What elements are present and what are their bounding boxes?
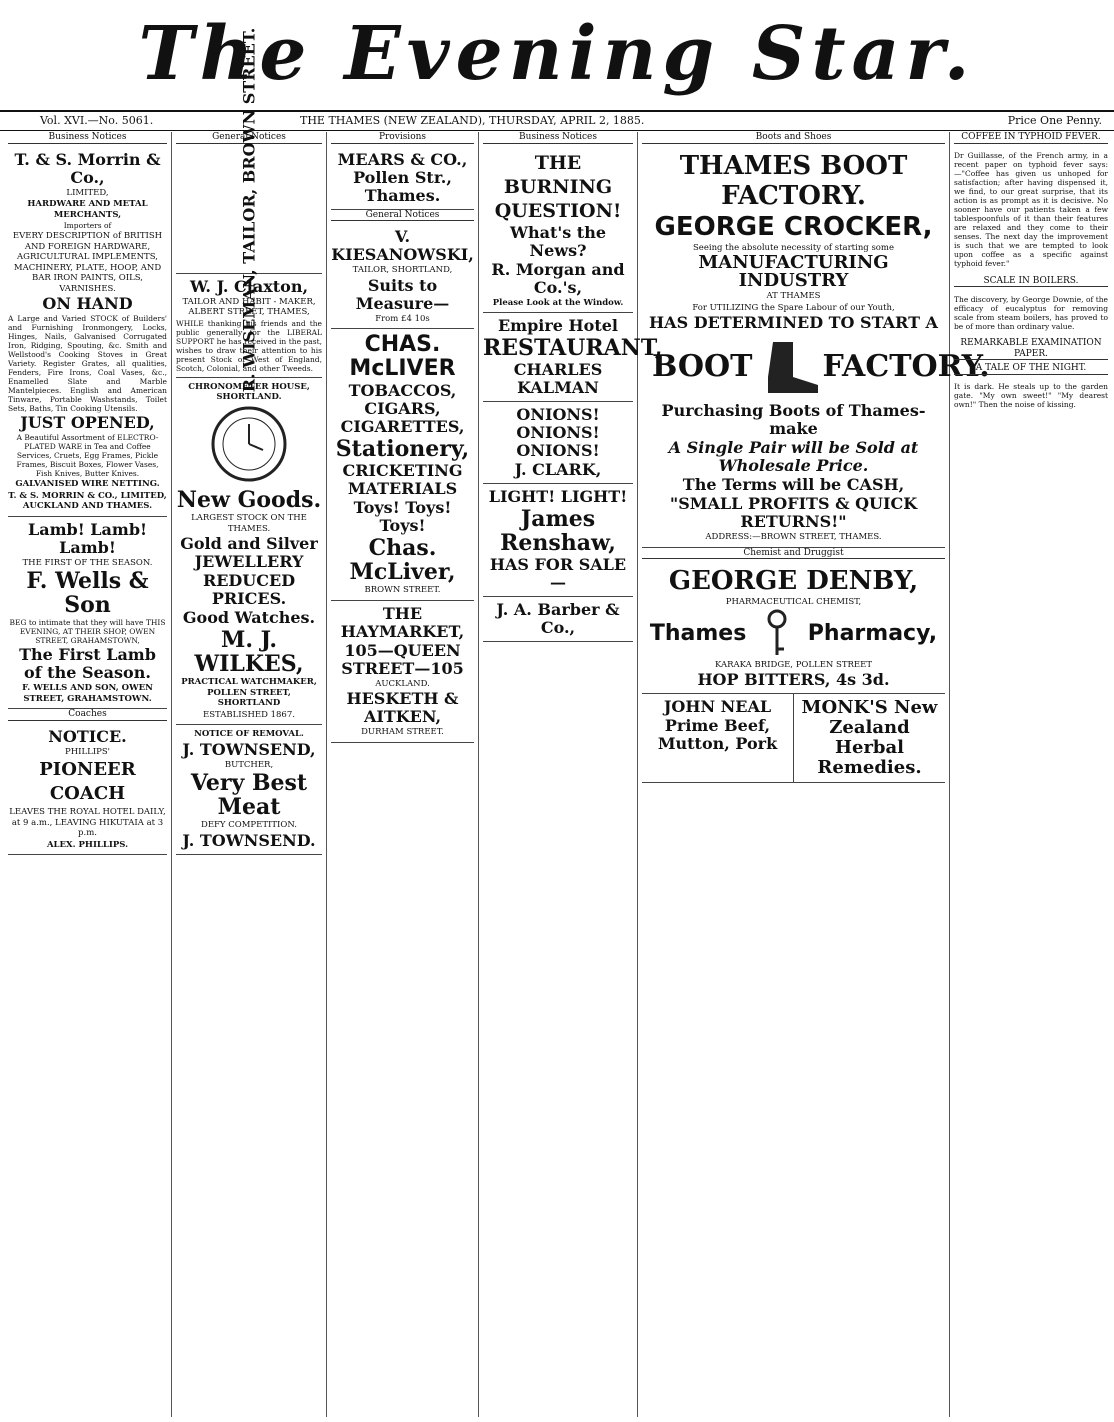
masthead	[0, 0, 1114, 110]
boot-icon	[753, 337, 823, 397]
column-5	[638, 132, 990, 1417]
ad-text: A Large and Varied STOCK of Builders' and Furnishing Ironmongery, Locks, Hinges, Nails, Galvanised Corrugated Iron, Ridging, Spouting, &c. Smith and Wellstood's Cooking Stoves in Great Variety. Register Grates, all qualities, Fenders, Fire Irons, Coal Vases, &c., Enamelled Slate and Marble Mantelpieces. English and American Tinware, Portable Washstands, Toilet Sets, Baths, Tin Cooking Utensils.	[8, 314, 167, 413]
chronometer-ad	[176, 378, 322, 726]
ad-heading: CRICKETING MATERIALS	[342, 461, 463, 498]
ad-heading: Very Best Meat	[190, 770, 308, 820]
ad-text: Seeing the absolute necessity of starting some	[692, 242, 895, 253]
ad-title: PIONEER COACH	[39, 759, 136, 804]
newspaper-title: The Evening Star.	[138, 11, 976, 97]
ad-heading: NOTICE.	[48, 726, 127, 746]
ad-text: AUCKLAND.	[375, 678, 430, 689]
bottom-ads	[642, 694, 945, 783]
mears-ad	[331, 147, 474, 210]
ad-heading: NOTICE OF REMOVAL.	[194, 729, 304, 739]
ad-text: ESTABLISHED 1867.	[203, 709, 295, 720]
column-2	[172, 27, 327, 1417]
ad-text: LEAVES THE ROYAL HOTEL DAILY, at 9 a.m., LEAVING HIKUTAIA at 3 p.m.	[9, 807, 166, 838]
ad-heading: What's the News?	[509, 222, 607, 260]
article-heading: REMARKABLE EXAMINATION PAPER.	[954, 338, 1108, 360]
ad-text: BROWN STREET.	[364, 585, 441, 595]
ad-text: J. CLARK,	[514, 460, 602, 479]
ad-title: J. TOWNSEND,	[182, 739, 316, 759]
ad-text: PHARMACEUTICAL CHEMIST,	[725, 597, 862, 607]
section-heading: Business Notices	[483, 132, 633, 144]
ad-text: A Beautiful Assortment of ELECTRO-PLATED WARE in Tea and Coffee Services, Cruets, Egg Frames, Pickle Frames, Biscuit Boxes, Flower Vases, Fish Knives, Butter Knives.	[16, 433, 159, 478]
volume-number: Vol. XVI.—No. 5061.	[40, 114, 154, 127]
price: Price One Penny.	[1007, 114, 1102, 127]
townsend-ad	[176, 725, 322, 855]
ad-text: BEG to intimate that they will have THIS EVENING, AT THEIR SHOP, OWEN STREET, GRAHAMSTOWN,	[9, 618, 166, 645]
ad-text: Please Look at the Window.	[492, 297, 624, 308]
ad-text: TAILOR, SHORTLAND,	[352, 265, 453, 275]
article-text: The discovery, by George Downie, of the efficacy of eucalyptus for removing scale from steam boilers, has proved to be of more than ordinary value.	[954, 294, 1108, 331]
ad-title: F. Wells & Son	[26, 568, 149, 618]
burning-question-ad	[483, 147, 633, 314]
column-4	[479, 132, 663, 1417]
ad-heading: HOP BITTERS, 4s 3d.	[697, 670, 890, 689]
ad-text: EVERY DESCRIPTION of BRITISH AND FOREIGN HARDWARE, AGRICULTURAL IMPLEMENTS, MACHINERY, PLATE, HOOP, AND BAR IRON PAINTS, OILS, VARNISHES.	[12, 231, 163, 294]
section-heading: General Notices	[331, 210, 474, 222]
ad-title: CHAS. McLIVER	[349, 332, 456, 381]
boot-word: BOOT	[652, 349, 753, 384]
column-3	[327, 132, 479, 1417]
haymarket-ad	[331, 601, 474, 743]
ad-heading: Suits to Measure—	[355, 275, 450, 313]
ad-text: TAILOR AND HABIT - MAKER, ALBERT STREET, THAMES,	[182, 296, 316, 317]
ad-heading: CHRONOMETER HOUSE, SHORTLAND.	[188, 381, 310, 402]
barber-ad	[483, 597, 633, 642]
section-heading: Coaches	[8, 709, 167, 721]
ad-text: F. WELLS AND SON, OWEN STREET, GRAHAMSTOWN.	[22, 683, 153, 704]
article-heading: A TALE OF THE NIGHT.	[954, 363, 1108, 375]
ad-heading: HAS DETERMINED TO START A	[649, 313, 938, 332]
ad-heading: The Terms will be CASH,	[682, 475, 905, 494]
ad-heading: Toys! Toys! Toys!	[353, 498, 452, 535]
ad-text: AT THAMES	[766, 291, 821, 301]
ad-heading: LIGHT! LIGHT!	[488, 487, 628, 506]
section-heading: Chemist and Druggist	[642, 548, 945, 560]
ad-heading: GEORGE CROCKER,	[654, 211, 933, 242]
ad-title: M. J. WILKES,	[194, 627, 304, 677]
column-1	[4, 132, 172, 1417]
pioneer-coach-ad	[8, 724, 167, 856]
ad-text: CHARLES KALMAN	[513, 360, 603, 397]
ad-text: From £4 10s	[375, 313, 430, 324]
ad-text: KARAKA BRIDGE, POLLEN STREET	[714, 659, 873, 670]
ad-title: THAMES BOOT FACTORY.	[679, 150, 908, 211]
ad-heading: New Goods.	[176, 487, 322, 513]
renshaw-ad	[483, 484, 633, 597]
ad-heading: Prime Beef, Mutton, Pork	[657, 716, 778, 753]
ad-heading: Lamb! Lamb! Lamb!	[27, 519, 148, 557]
ad-text: DEFY COMPETITION.	[201, 820, 297, 830]
article-heading: COFFEE IN TYPHOID FEVER.	[954, 132, 1108, 144]
ad-heading: The First Lamb of the Season.	[19, 645, 156, 682]
dateline	[0, 110, 1114, 131]
mcliver-ad	[331, 329, 474, 601]
ad-title: R. Morgan and Co.'s,	[491, 259, 625, 297]
ad-heading: A Single Pair will be Sold at Wholesale Price.	[668, 438, 919, 475]
ad-title: V. KIESANOWSKI,	[331, 227, 474, 264]
ad-heading: TOBACCOS, CIGARS, CIGARETTES,	[340, 381, 465, 436]
ad-text: ADDRESS:—BROWN STREET, THAMES.	[705, 532, 882, 542]
ad-title: R. WISEMAN, TAILOR, BROWN STREET.	[239, 27, 259, 392]
ad-heading: REDUCED PRICES.	[202, 571, 296, 608]
wells-ad	[8, 517, 167, 710]
kiesanowski-ad	[331, 224, 474, 329]
article-text: It is dark. He steals up to the garden gate. "My own sweet!" "My dearest own!" Then the noise of kissing.	[954, 382, 1108, 409]
ad-text: Importers of	[63, 221, 112, 230]
ad-title: ONIONS! ONIONS! ONIONS!	[516, 405, 600, 460]
ad-title: James Renshaw,	[500, 506, 616, 556]
ad-title: JOHN NEAL	[663, 697, 772, 716]
onions-ad	[483, 402, 633, 484]
ad-title: HESKETH & AITKEN,	[346, 689, 459, 726]
thames-word: Thames	[649, 620, 747, 646]
ad-text: DURHAM STREET.	[361, 727, 444, 737]
ad-title: GEORGE DENBY,	[668, 566, 919, 596]
ad-heading: Gold and Silver JEWELLERY	[180, 534, 318, 571]
article-heading: SCALE IN BOILERS.	[954, 276, 1108, 288]
clock-icon	[209, 404, 289, 484]
ad-heading: Stationery,	[335, 436, 470, 462]
ad-text: THE FIRST OF THE SEASON.	[22, 557, 153, 568]
ad-text: PHILLIPS'	[64, 746, 110, 757]
ad-heading: ON HAND	[42, 294, 133, 313]
ad-heading: RESTAURANT,	[483, 335, 663, 361]
denby-ad	[642, 562, 945, 694]
ad-heading: MANUFACTURING INDUSTRY	[698, 252, 889, 291]
ad-text: T. & S. MORRIN & CO., LIMITED, AUCKLAND AND THAMES.	[8, 490, 167, 511]
ad-heading: Good Watches.	[182, 608, 316, 627]
section-heading: Provisions	[331, 132, 474, 144]
ad-title: J. TOWNSEND.	[182, 830, 316, 850]
ad-title: Empire Hotel	[497, 316, 618, 335]
ad-title: W. J. Claxton,	[189, 276, 309, 296]
factory-word: FACTORY.	[822, 349, 990, 384]
monks-ad	[794, 694, 945, 783]
ad-title: THE BURNING QUESTION!	[494, 151, 622, 222]
ad-text: LIMITED,	[66, 187, 109, 198]
ad-title: Chas. McLiver,	[349, 535, 456, 585]
ad-text: ALEX. PHILLIPS.	[46, 839, 129, 850]
morrin-ad	[8, 147, 167, 517]
section-heading: Business Notices	[8, 132, 167, 144]
pharmacy-word: Pharmacy,	[807, 620, 938, 646]
ad-text: For UTILIZING the Spare Labour of our Youth,	[692, 302, 895, 313]
section-heading: Boots and Shoes	[642, 132, 945, 144]
key-icon	[762, 609, 792, 659]
ad-title: MONK'S New Zealand Herbal Remedies.	[801, 697, 938, 778]
ad-text: PRACTICAL WATCHMAKER, POLLEN STREET, SHORTLAND	[181, 677, 317, 708]
ad-text: HAS FOR SALE—	[489, 555, 627, 592]
ad-heading: Purchasing Boots of Thames-make	[661, 401, 926, 438]
section-heading: General Notices	[176, 132, 322, 144]
column-6	[950, 132, 1112, 1417]
ad-title: J. A. Barber & Co.,	[496, 600, 620, 637]
ad-text: HARDWARE AND METAL MERCHANTS,	[27, 199, 148, 220]
ad-title: THE HAYMARKET,	[340, 603, 465, 641]
neal-ad	[642, 694, 794, 783]
ad-title: MEARS & CO., Pollen Str., Thames.	[337, 149, 468, 205]
place-date: THE THAMES (NEW ZEALAND), THURSDAY, APRIL 2, 1885.	[300, 114, 645, 127]
ad-heading: JUST OPENED,	[20, 413, 155, 432]
ad-title: T. & S. Morrin & Co.,	[14, 149, 161, 187]
ad-heading: 105—QUEEN STREET—105	[341, 640, 464, 678]
ad-text: WHILE thanking his friends and the public generally for the LIBERAL SUPPORT he has received in the past, wishes to draw their attention to his present Stock of West of England, Scotch, Colonial, and other Tweeds.	[176, 318, 322, 373]
ad-text: GALVANISED WIRE NETTING.	[15, 479, 160, 489]
boot-factory-ad	[642, 147, 990, 548]
article-text: Dr Guillasse, of the French army, in a recent paper on typhoid fever says:—"Coffee has given us unhoped for satisfaction; after having dispensed it, we find, to our great surprise, that its action is as prompt as it is decisive. No sooner have our patients taken a few tablespoonfuls of it than their features are relaxed and they come to their senses. The next day the improvement is such that we are tempted to look upon coffee as a specific against typhoid fever."	[954, 151, 1108, 268]
ad-text: BUTCHER,	[224, 759, 274, 770]
ad-text: LARGEST STOCK ON THE THAMES.	[191, 513, 307, 534]
ad-heading: "SMALL PROFITS & QUICK RETURNS!"	[669, 494, 918, 531]
empire-hotel-ad	[483, 313, 663, 402]
